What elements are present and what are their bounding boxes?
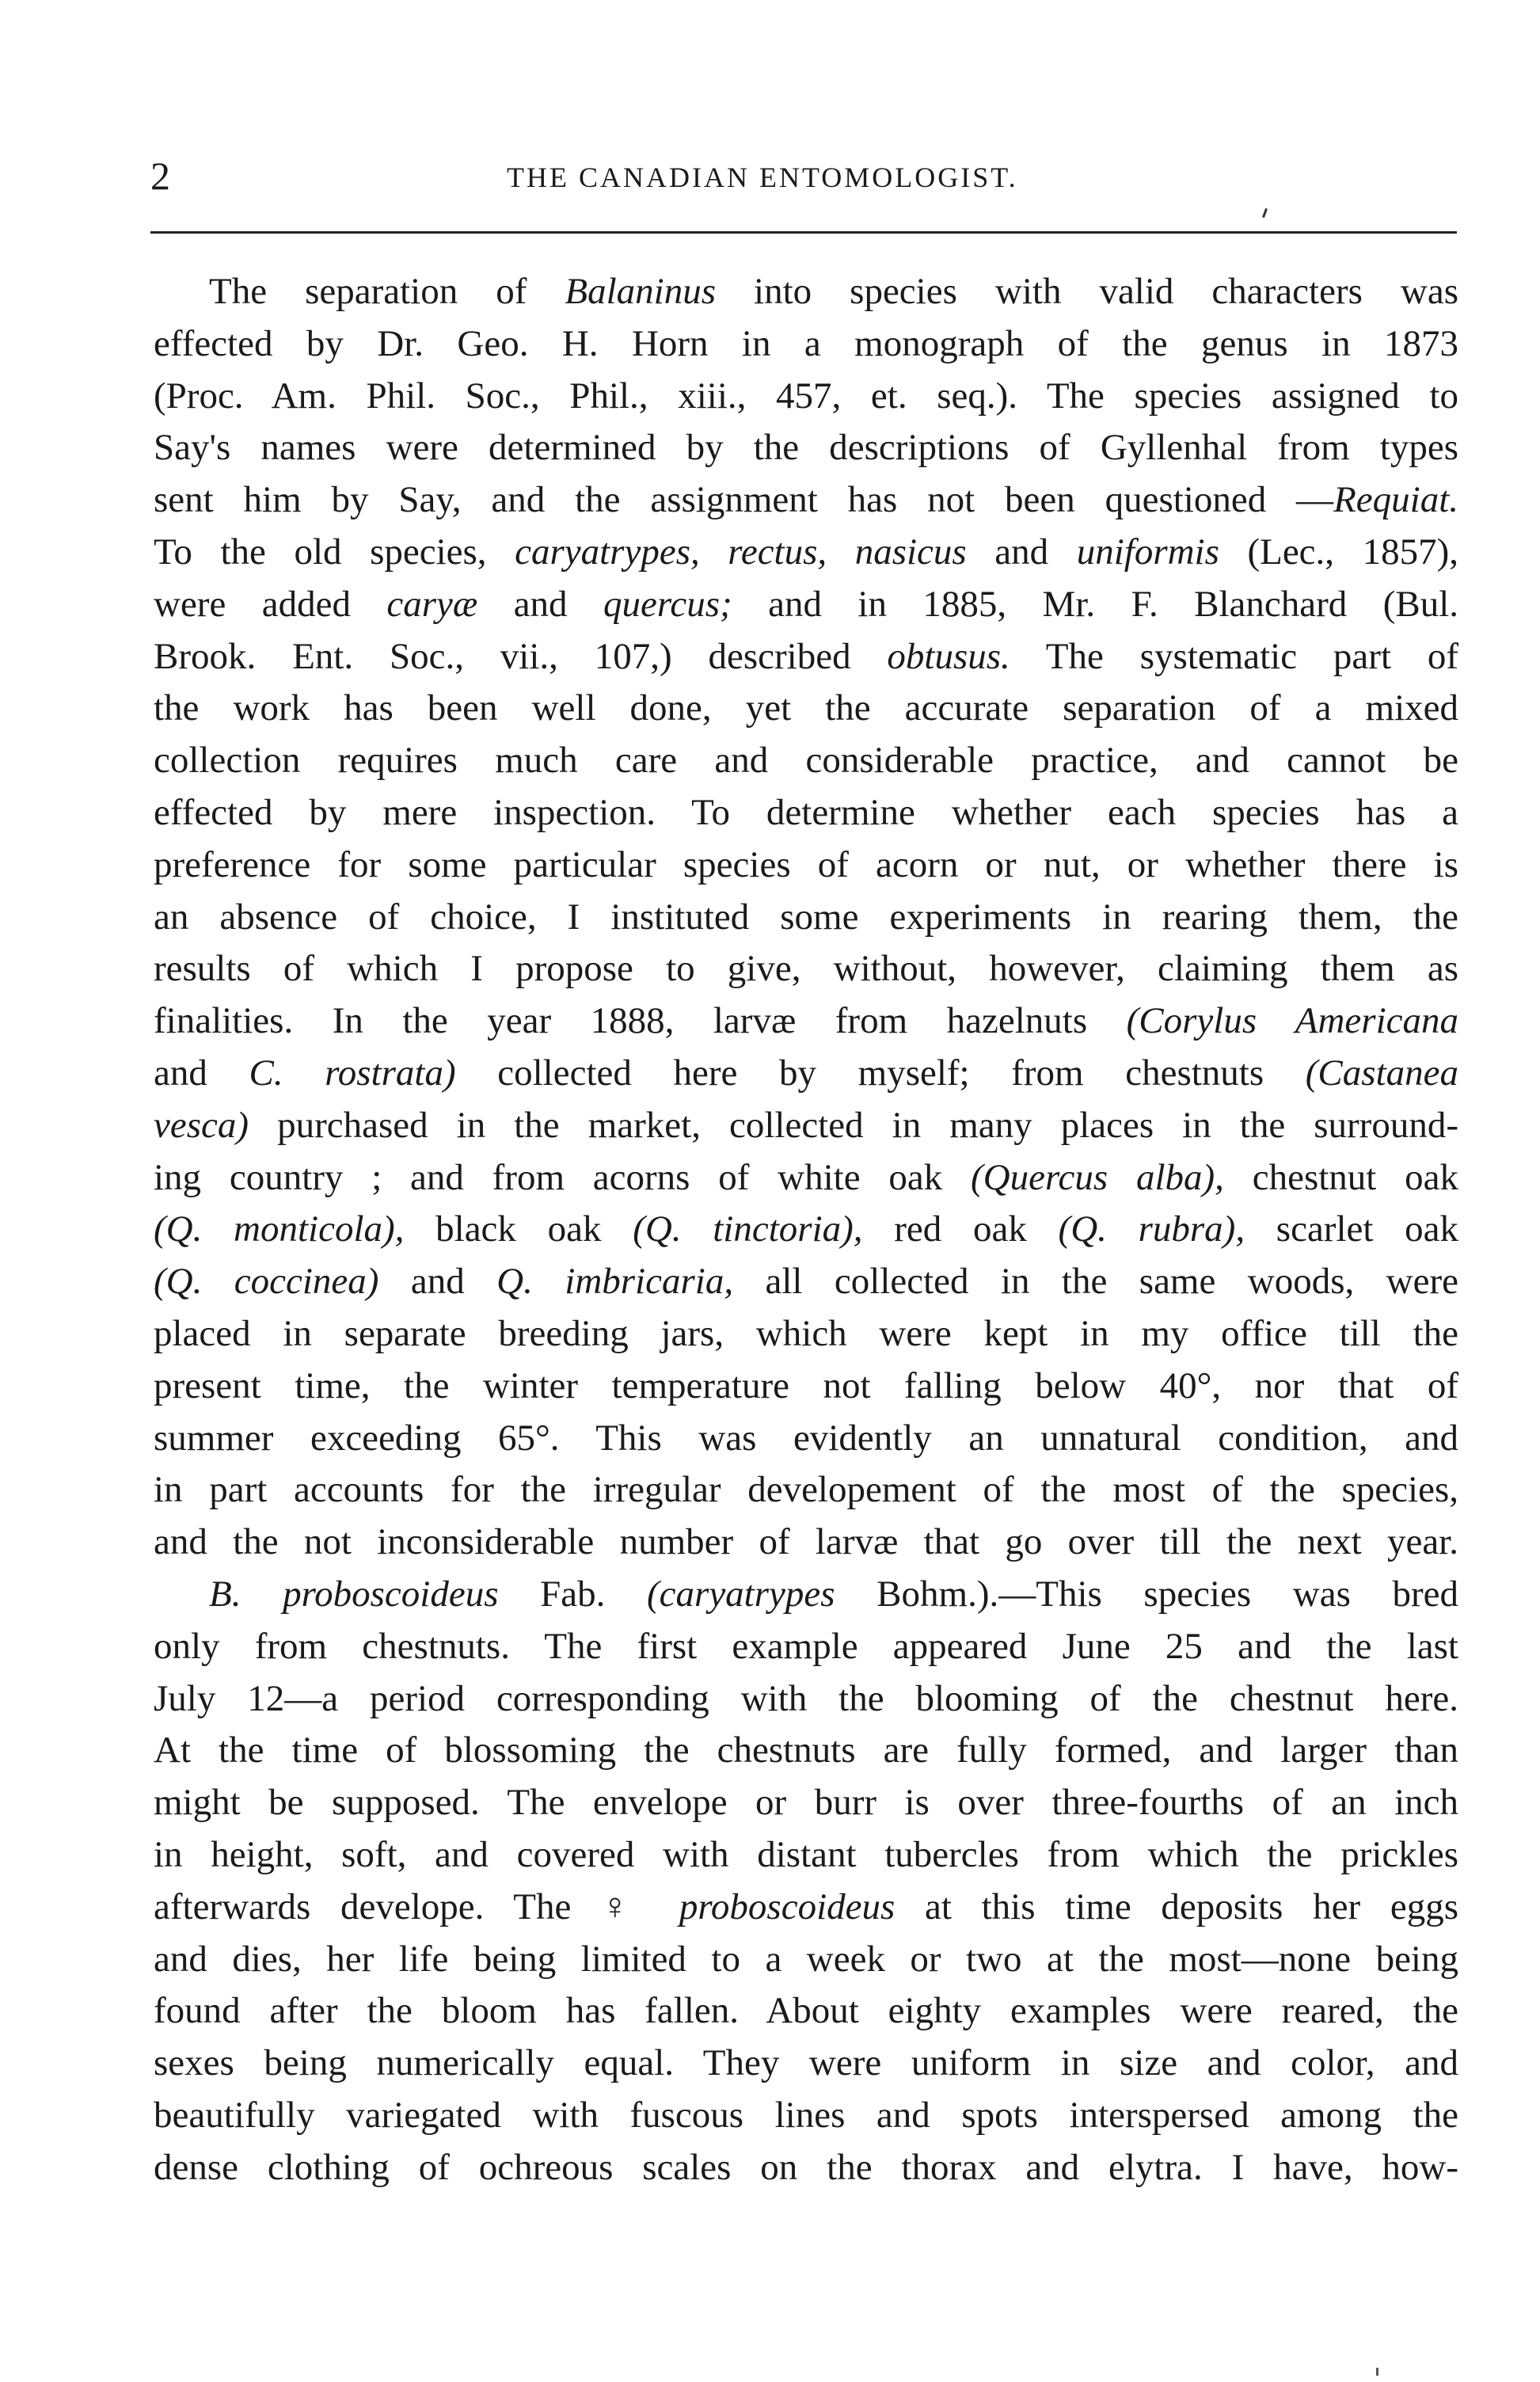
text-segment: The systematic part of xyxy=(1010,635,1458,677)
text-line xyxy=(154,318,1458,371)
text-segment: Say's names were determined by the descriptions of Gyllenhal from types xyxy=(154,427,1458,469)
text-segment: and xyxy=(154,1052,249,1094)
text-segment: found after the bloom has fallen. About eighty examples were reared, the xyxy=(154,1990,1458,2032)
header-rule xyxy=(150,231,1457,234)
italic-text: proboscoideus xyxy=(679,1885,895,1927)
italic-text: (caryatrypes xyxy=(647,1573,835,1615)
text-line xyxy=(154,2090,1458,2142)
text-segment: preference for some particular species of acorn or nut, or whether there is xyxy=(154,843,1458,885)
text-segment: at this time deposits her eggs xyxy=(895,1885,1458,1927)
text-segment: Bohm.).—This species was bred xyxy=(835,1573,1458,1615)
italic-text: caryæ xyxy=(386,583,478,625)
text-segment: all collected in the same woods, were xyxy=(733,1261,1458,1303)
text-line xyxy=(154,839,1458,892)
text-segment: dense clothing of ochreous scales on the thorax and elytra. I have, how- xyxy=(154,2146,1458,2188)
text-segment: into species with valid characters was xyxy=(716,271,1458,312)
text-segment: placed in separate breeding jars, which were kept in my office till the xyxy=(154,1312,1458,1354)
italic-text: (Castanea xyxy=(1305,1052,1458,1094)
text-line xyxy=(154,1048,1458,1100)
text-segment: and the not inconsiderable number of larvæ that go over till the next year. xyxy=(154,1521,1458,1563)
text-segment: beautifully variegated with fuscous lines and spots interspersed among the xyxy=(154,2094,1458,2136)
text-line xyxy=(154,1621,1458,1673)
text-line xyxy=(154,1882,1458,1934)
text-segment: and xyxy=(378,1261,497,1303)
text-segment: collected here by myself; from chestnuts xyxy=(455,1052,1306,1094)
text-line xyxy=(154,943,1458,995)
text-segment: and xyxy=(966,531,1077,573)
text-segment: (Lec., 1857), xyxy=(1219,531,1458,573)
text-segment: afterwards develope. The ♀ xyxy=(154,1885,679,1927)
text-segment: summer exceeding 65°. This was evidently an unnatural condition, and xyxy=(154,1417,1458,1459)
italic-text: (Q. tinctoria), xyxy=(633,1208,863,1250)
text-line xyxy=(154,683,1458,735)
text-line xyxy=(154,1673,1458,1726)
text-line xyxy=(154,474,1458,527)
text-segment: collection requires much care and considerable practice, and cannot be xyxy=(154,740,1458,782)
text-segment: in part accounts for the irregular developement of the most of the species, xyxy=(154,1469,1458,1511)
italic-text: Balaninus xyxy=(565,271,717,312)
text-segment: were added xyxy=(154,583,387,625)
italic-text: Q. imbricaria, xyxy=(496,1261,734,1303)
text-segment: and dies, her life being limited to a week or two at the most—none being xyxy=(154,1938,1458,1980)
text-segment: finalities. In the year 1888, larvæ from hazelnuts xyxy=(154,1000,1127,1042)
text-segment: red oak xyxy=(862,1208,1059,1250)
text-line xyxy=(154,2038,1458,2090)
text-segment: The separation of xyxy=(209,271,565,312)
text-line xyxy=(154,422,1458,474)
italic-text: vesca) xyxy=(154,1104,249,1146)
text-line xyxy=(154,631,1458,683)
text-segment: At the time of blossoming the chestnuts are fully formed, and larger than xyxy=(154,1729,1458,1771)
italic-text: caryatrypes, rectus, nasicus xyxy=(515,531,967,573)
text-line xyxy=(154,2142,1458,2194)
italic-text: Requiat. xyxy=(1333,479,1458,521)
text-line xyxy=(154,787,1458,839)
text-segment: effected by Dr. Geo. H. Horn in a monograph of the genus in 1873 xyxy=(154,322,1458,364)
text-segment: might be supposed. The envelope or burr is over three-fourths of an inch xyxy=(154,1782,1458,1824)
text-line xyxy=(154,995,1458,1048)
text-line xyxy=(154,266,1458,318)
text-segment: To the old species, xyxy=(154,531,515,573)
text-segment: the work has been well done, yet the accurate separation of a mixed xyxy=(154,687,1458,729)
text-line xyxy=(154,1777,1458,1829)
page-number: 2 xyxy=(150,154,170,198)
text-line xyxy=(154,1100,1458,1152)
text-line xyxy=(154,1152,1458,1204)
text-segment: black oak xyxy=(404,1208,633,1250)
text-segment: sexes being numerically equal. They were uniform in size and color, and xyxy=(154,2042,1458,2084)
italic-text: uniformis xyxy=(1076,531,1219,573)
text-line xyxy=(154,1308,1458,1360)
italic-text: (Corylus Americana xyxy=(1126,1000,1458,1042)
text-line xyxy=(154,735,1458,787)
text-segment: Brook. Ent. Soc., vii., 107,) described xyxy=(154,635,888,677)
text-line xyxy=(154,1413,1458,1465)
italic-text: B. proboscoideus xyxy=(209,1573,499,1615)
italic-text: (Q. coccinea) xyxy=(154,1261,379,1303)
text-line xyxy=(154,1256,1458,1308)
text-line xyxy=(154,1569,1458,1621)
text-segment: (Proc. Am. Phil. Soc., Phil., xiii., 457, et. seq.). The species assigned to xyxy=(154,375,1458,417)
body-text xyxy=(154,266,1458,2194)
text-segment: Fab. xyxy=(498,1573,648,1615)
italic-text: C. rostrata) xyxy=(249,1052,456,1094)
text-line xyxy=(154,371,1458,423)
text-line xyxy=(154,527,1458,579)
text-line xyxy=(154,1829,1458,1882)
text-segment: July 12—a period corresponding with the blooming of the chestnut here. xyxy=(154,1677,1458,1719)
italic-text: (Q. monticola), xyxy=(154,1208,405,1250)
italic-text: quercus; xyxy=(603,583,732,625)
text-segment: sent him by Say, and the assignment has not been questioned — xyxy=(154,479,1334,521)
text-line xyxy=(154,1516,1458,1569)
text-line xyxy=(154,1464,1458,1516)
text-segment: only from chestnuts. The first example appeared June 25 and the last xyxy=(154,1625,1458,1667)
text-segment: chestnut oak xyxy=(1223,1156,1458,1198)
text-line xyxy=(154,1204,1458,1256)
text-segment: ing country ; and from acorns of white oak xyxy=(154,1156,972,1198)
text-line xyxy=(154,1725,1458,1777)
text-segment: and in 1885, Mr. F. Blanchard (Bul. xyxy=(732,583,1458,625)
text-line xyxy=(154,1360,1458,1413)
text-segment: an absence of choice, I instituted some experiments in rearing them, the xyxy=(154,896,1458,938)
text-segment: present time, the winter temperature not falling below 40°, nor that of xyxy=(154,1364,1458,1406)
text-segment: in height, soft, and covered with distant tubercles from which the prickles xyxy=(154,1833,1458,1875)
text-segment: results of which I propose to give, without, however, claiming them as xyxy=(154,948,1458,990)
print-mark xyxy=(1262,208,1268,218)
print-mark-bottom xyxy=(1376,2368,1378,2376)
running-head: THE CANADIAN ENTOMOLOGIST. xyxy=(507,162,1018,193)
text-line xyxy=(154,1934,1458,1986)
text-segment: effected by mere inspection. To determine whether each species has a xyxy=(154,791,1458,833)
text-line xyxy=(154,579,1458,631)
text-segment: purchased in the market, collected in many places in the surround- xyxy=(249,1104,1458,1146)
text-segment: scarlet oak xyxy=(1245,1208,1459,1250)
text-line xyxy=(154,892,1458,944)
italic-text: obtusus. xyxy=(887,635,1010,677)
page-header xyxy=(150,152,1457,200)
italic-text: (Quercus alba), xyxy=(971,1156,1224,1198)
text-line xyxy=(154,1985,1458,2038)
text-segment: and xyxy=(477,583,603,625)
italic-text: (Q. rubra), xyxy=(1058,1208,1245,1250)
